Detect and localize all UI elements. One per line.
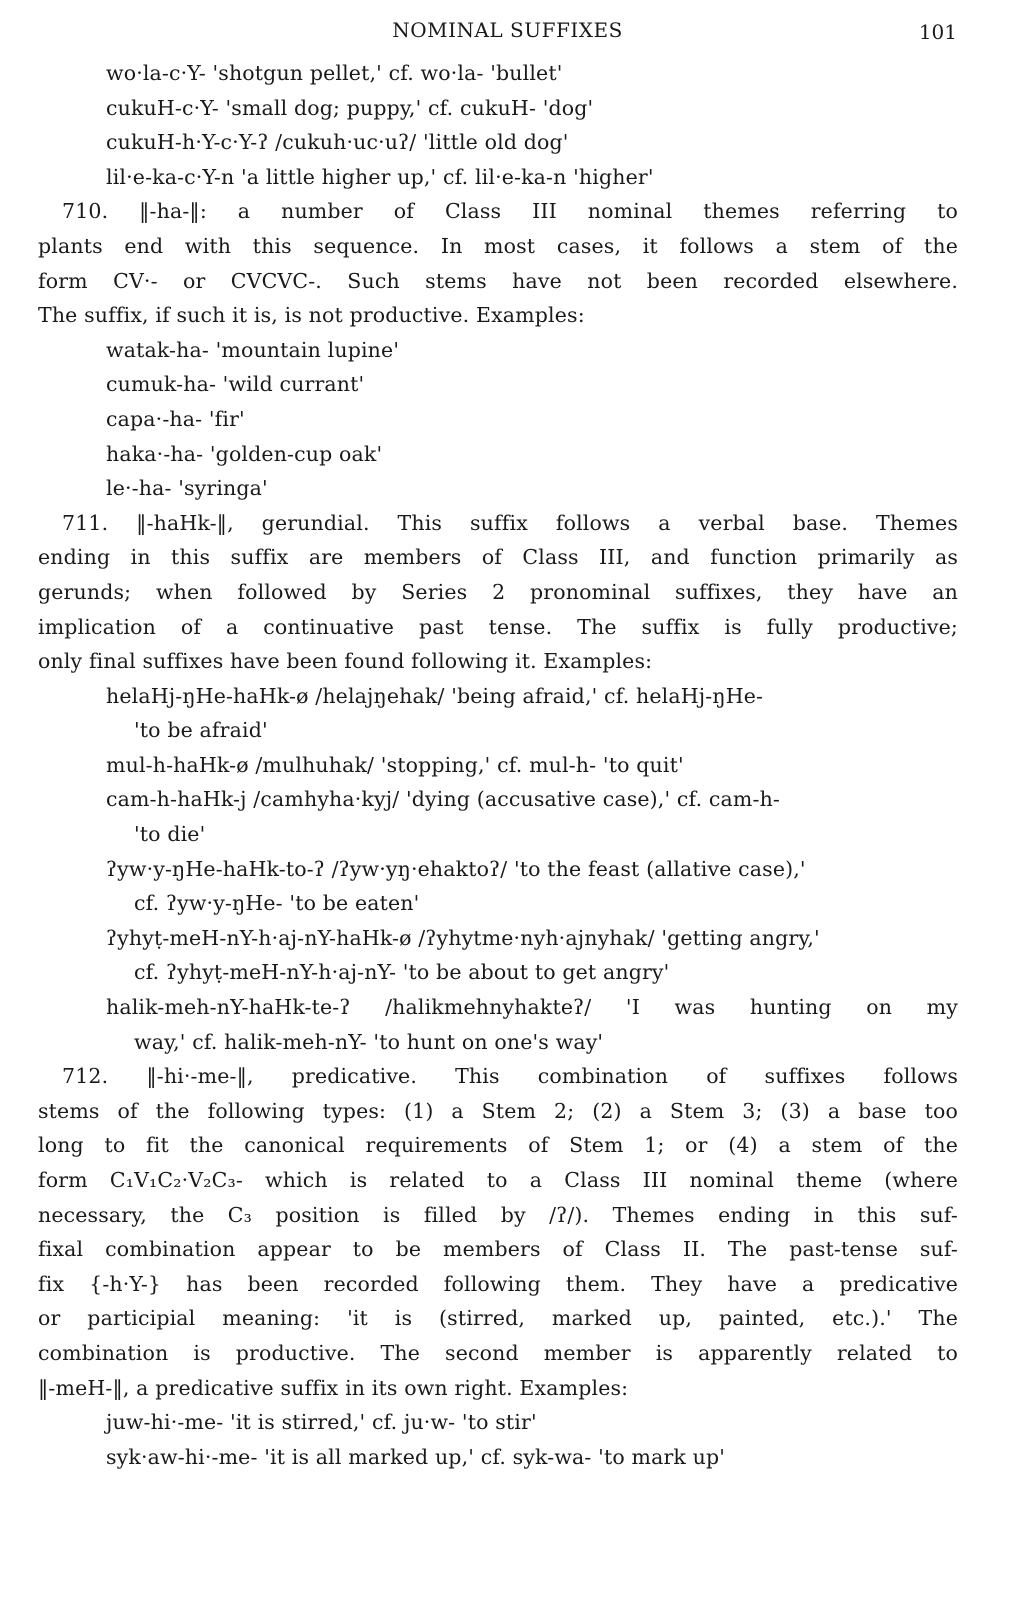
example-line: cf. ʔyhyṭ-meH-nY-h·aj-nY- 'to be about to get angry' <box>134 960 670 985</box>
example-line: mul-h-haHk-ø /mulhuhak/ 'stopping,' cf. mul-h- 'to quit' <box>106 752 684 777</box>
text-line: long to fit the canonical requirements of Stem 1; or (4) a stem of the <box>38 1133 958 1158</box>
text-line: form CV·- or CVCVC-. Such stems have not been recorded elsewhere. <box>38 268 958 293</box>
text-line: combination is productive. The second member is apparently related to <box>38 1340 958 1365</box>
example-line: wo·la-c·Y- 'shotgun pellet,' cf. wo·la- 'bullet' <box>106 61 563 85</box>
example-line: halik-meh-nY-haHk-te-ʔ /halikmehnyhakteʔ/ 'I was hunting on my <box>106 995 958 1020</box>
example-line: syk·aw-hi·-me- 'it is all marked up,' cf. syk-wa- 'to mark up' <box>106 1444 726 1469</box>
text-line: form C₁V₁C₂·V₂C₃- which is related to a Class III nominal theme (where <box>38 1168 958 1192</box>
text-line: or participial meaning: 'it is (stirred, marked up, painted, etc.).' The <box>38 1306 958 1331</box>
example-line: ʔyhyṭ-meH-nY-h·aj-nY-haHk-ø /ʔyhytme·nyh·ajnyhak/ 'getting angry,' <box>106 925 820 950</box>
example-line: cam-h-haHk-j /camhyha·kyj/ 'dying (accusative case),' cf. cam-h- <box>106 787 780 812</box>
text-line: necessary, the C₃ position is filled by /ʔ/). Themes ending in this suf- <box>38 1202 958 1227</box>
paragraph-start-line: 710. ‖-ha-‖: a number of Class III nominal themes referring to <box>62 199 958 224</box>
paragraph-start-line: 711. ‖-haHk-‖, gerundial. This suffix follows a verbal base. Themes <box>62 510 958 535</box>
text-line: stems of the following types: (1) a Stem 2; (2) a Stem 3; (3) a base too <box>38 1098 958 1123</box>
example-line: cf. ʔyw·y-ŋHe- 'to be eaten' <box>134 891 420 916</box>
text-line: The suffix, if such it is, is not productive. Examples: <box>38 303 585 328</box>
example-line: 'to be afraid' <box>134 718 268 743</box>
example-line: le·-ha- 'syringa' <box>106 476 268 501</box>
text-line: ending in this suffix are members of Class III, and function primarily as <box>38 545 958 570</box>
text-line: ‖-meH-‖, a predicative suffix in its own right. Examples: <box>38 1375 629 1400</box>
text-line: plants end with this sequence. In most cases, it follows a stem of the <box>38 233 958 258</box>
text-line: fixal combination appear to be members of Class II. The past-tense suf- <box>38 1237 958 1262</box>
page-number: 101 <box>918 20 957 44</box>
example-line: watak-ha- 'mountain lupine' <box>106 337 400 362</box>
example-line: cumuk-ha- 'wild currant' <box>106 372 365 397</box>
example-line: 'to die' <box>134 822 206 847</box>
example-line: haka·-ha- 'golden-cup oak' <box>106 441 383 466</box>
paragraph-start-line: 712. ‖-hi·-me-‖, predicative. This combination of suffixes follows <box>62 1064 958 1089</box>
text-line: only final suffixes have been found following it. Examples: <box>38 649 653 674</box>
text-line: implication of a continuative past tense. The suffix is fully productive; <box>38 614 958 639</box>
example-line: juw-hi·-me- 'it is stirred,' cf. ju·w- 'to stir' <box>106 1410 537 1435</box>
example-line: cukuH-h·Y-c·Y-ʔ /cukuh·uc·uʔ/ 'little old dog' <box>106 130 569 155</box>
running-header <box>0 14 1015 48</box>
example-line: lil·e-ka-c·Y-n 'a little higher up,' cf. lil·e-ka-n 'higher' <box>106 164 654 189</box>
running-title: NOMINAL SUFFIXES <box>392 18 623 42</box>
example-line: way,' cf. halik-meh-nY- 'to hunt on one's way' <box>134 1029 604 1054</box>
example-line: helaHj-ŋHe-haHk-ø /helajŋehak/ 'being afraid,' cf. helaHj-ŋHe- <box>106 683 764 708</box>
text-line: fix {-h·Y-} has been recorded following them. They have a predicative <box>38 1271 958 1296</box>
example-line: capa·-ha- 'fir' <box>106 406 245 431</box>
text-body <box>38 56 958 1474</box>
text-line: gerunds; when followed by Series 2 pronominal suffixes, they have an <box>38 579 958 604</box>
example-line: ʔyw·y-ŋHe-haHk-to-ʔ /ʔyw·yŋ·ehaktoʔ/ 'to the feast (allative case),' <box>106 856 806 881</box>
example-line: cukuH-c·Y- 'small dog; puppy,' cf. cukuH- 'dog' <box>106 95 594 120</box>
